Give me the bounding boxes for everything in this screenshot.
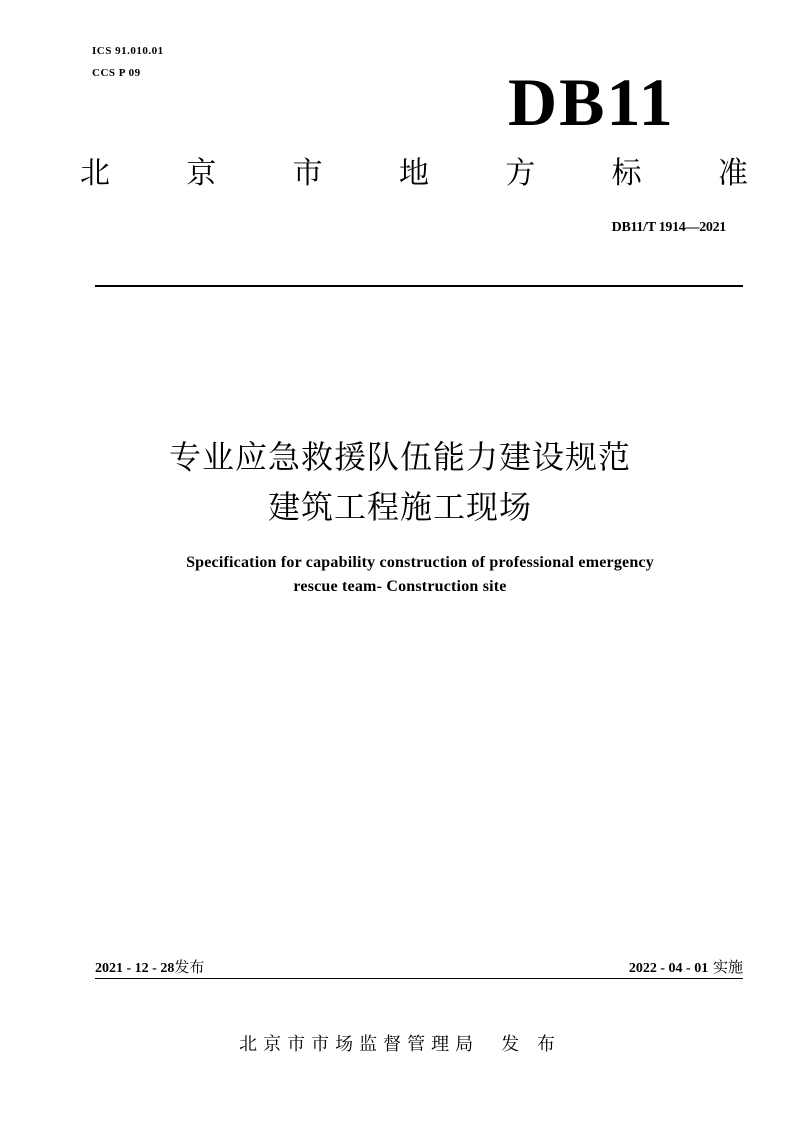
- date-divider: [95, 978, 743, 979]
- ics-code: ICS 91.010.01: [92, 45, 164, 57]
- issue-label: 发布: [174, 958, 205, 976]
- issue-action: 发 布: [501, 1034, 561, 1055]
- db11-logo: DB11: [508, 64, 675, 140]
- implement-label: 实施: [712, 958, 743, 976]
- title-cn-line1: 专业应急救援队伍能力建设规范: [168, 438, 631, 476]
- issue-date: 2021 - 12 - 28: [95, 961, 175, 976]
- issue-date-block: [95, 957, 204, 979]
- standard-type-heading: [80, 152, 748, 196]
- implement-date-block: [629, 957, 743, 979]
- standard-type-char: 地: [398, 156, 429, 191]
- header-divider: [95, 285, 743, 287]
- title-en-line1: Specification for capability construction of professional emergency: [186, 554, 654, 571]
- standard-type-char: 市: [292, 156, 323, 191]
- implement-date: 2022 - 04 - 01: [628, 961, 709, 976]
- issuer-name: 北京市市场监督管理局: [239, 1034, 480, 1055]
- classification-codes: [92, 40, 164, 84]
- standard-type-char: 北: [80, 156, 110, 191]
- standard-type-char: 方: [505, 156, 536, 191]
- standard-type-char: 标: [611, 156, 642, 191]
- standard-type-char: 准: [717, 156, 748, 191]
- title-cn-line2: 建筑工程施工现场: [267, 488, 532, 526]
- standard-type-char: 京: [186, 156, 217, 191]
- issuer-line: [0, 1032, 800, 1058]
- ccs-code: CCS P 09: [92, 67, 141, 79]
- title-en-line2: rescue team- Construction site: [293, 578, 507, 595]
- standard-number: DB11/T 1914—2021: [611, 220, 726, 235]
